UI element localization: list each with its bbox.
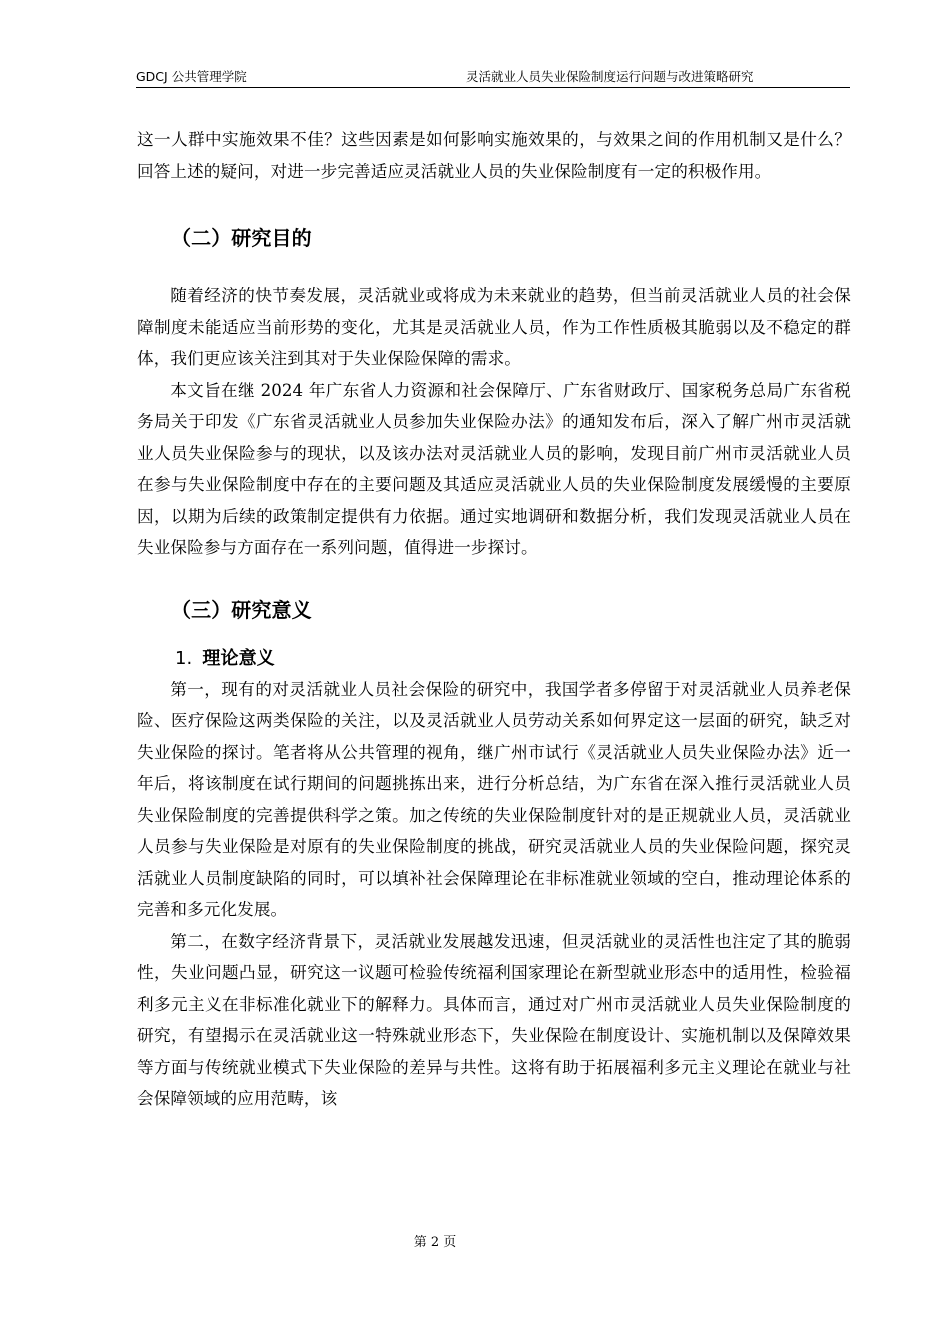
page-body	[137, 124, 851, 1115]
paragraph: 随着经济的快节奏发展，灵活就业或将成为未来就业的趋势，但当前灵活就业人员的社会保障制度未能适应当前形势的变化，尤其是灵活就业人员，作为工作性质极其脆弱以及不稳定的群体，我们更应该关注到其对于失业保险保障的需求。	[137, 286, 851, 368]
subsection-heading-theoretical-significance	[137, 644, 851, 674]
continuation-paragraph: 这一人群中实施效果不佳？这些因素是如何影响实施效果的，与效果之间的作用机制又是什么？回答上述的疑问，对进一步完善适应灵活就业人员的失业保险制度有一定的积极作用。	[137, 130, 851, 181]
header-divider	[136, 87, 850, 88]
page-number: 第 2 页	[413, 1235, 457, 1250]
header-paper-title: 灵活就业人员失业保险制度运行问题与改进策略研究	[466, 69, 754, 84]
section-heading-research-purpose: （二）研究目的	[171, 226, 312, 250]
section-heading-research-significance: （三）研究意义	[171, 597, 312, 622]
subsection-number: 1.	[175, 647, 193, 669]
subsection-title: 理论意义	[202, 647, 275, 669]
paragraph: 第一，现有的对灵活就业人员社会保险的研究中，我国学者多停留于对灵活就业人员养老保险、医疗保险这两类保险的关注，以及灵活就业人员劳动关系如何界定这一层面的研究，缺乏对失业保险的探讨。笔者将从公共管理的视角，继广州市试行《灵活就业人员失业保险办法》近一年后，将该制度在试行期间的问题挑拣出来，进行分析总结，为广东省在深入推行灵活就业人员失业保险制度的完善提供科学之策。加之传统的失业保险制度针对的是正规就业人员，灵活就业人员参与失业保险是对原有的失业保险制度的挑战，研究灵活就业人员的失业保险问题，探究灵活就业人员制度缺陷的同时，可以填补社会保障理论在非标准就业领域的空白，推动理论体系的完善和多元化发展。	[137, 679, 851, 919]
paragraph: 第二，在数字经济背景下，灵活就业发展越发迅速，但灵活就业的灵活性也注定了其的脆弱性，失业问题凸显，研究这一议题可检验传统福利国家理论在新型就业形态中的适用性，检验福利多元主义在非标准化就业下的解释力。具体而言，通过对广州市灵活就业人员失业保险制度的研究，有望揭示在灵活就业这一特殊就业形态下，失业保险在制度设计、实施机制以及保障效果等方面与传统就业模式下失业保险的差异与共性。这将有助于拓展福利多元主义理论在就业与社会保障领域的应用范畴，该	[137, 931, 851, 1108]
paragraph: 本文旨在继 2024 年广东省人力资源和社会保障厅、广东省财政厅、国家税务总局广东省税务局关于印发《广东省灵活就业人员参加失业保险办法》的通知发布后，深入了解广州市灵活就业人员失业保险参与的现状，以及该办法对灵活就业人员的影响，发现目前广州市灵活就业人员在参与失业保险制度中存在的主要问题及其适应灵活就业人员的失业保险制度发展缓慢的主要原因，以期为后续的政策制定提供有力依据。通过实地调研和数据分析，我们发现灵活就业人员在失业保险参与方面存在一系列问题，值得进一步探讨。	[137, 380, 851, 557]
header-institution: GDCJ 公共管理学院	[136, 69, 247, 84]
running-header	[136, 68, 850, 86]
